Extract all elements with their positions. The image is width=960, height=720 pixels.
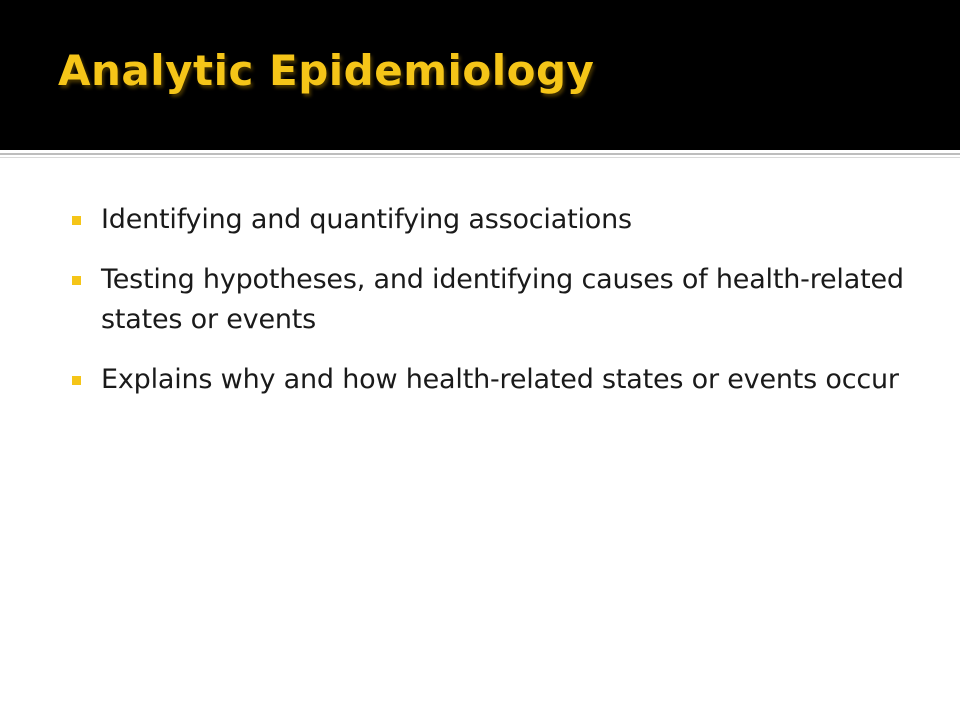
bullet-text: Explains why and how health-related states or events occur (101, 364, 899, 395)
square-bullet-icon (72, 376, 81, 385)
bullet-item (72, 200, 912, 240)
bullet-text: Testing hypotheses, and identifying causes of health-related states or events (101, 264, 904, 335)
title-divider-secondary (0, 157, 960, 158)
bullet-item (72, 260, 912, 340)
bullet-list (72, 200, 912, 420)
title-divider (0, 153, 960, 155)
square-bullet-icon (72, 216, 81, 225)
bullet-text: Identifying and quantifying associations (101, 204, 632, 235)
title-bar (0, 0, 960, 150)
slide-title: Analytic Epidemiology (58, 46, 595, 95)
square-bullet-icon (72, 276, 81, 285)
bullet-item (72, 360, 912, 400)
